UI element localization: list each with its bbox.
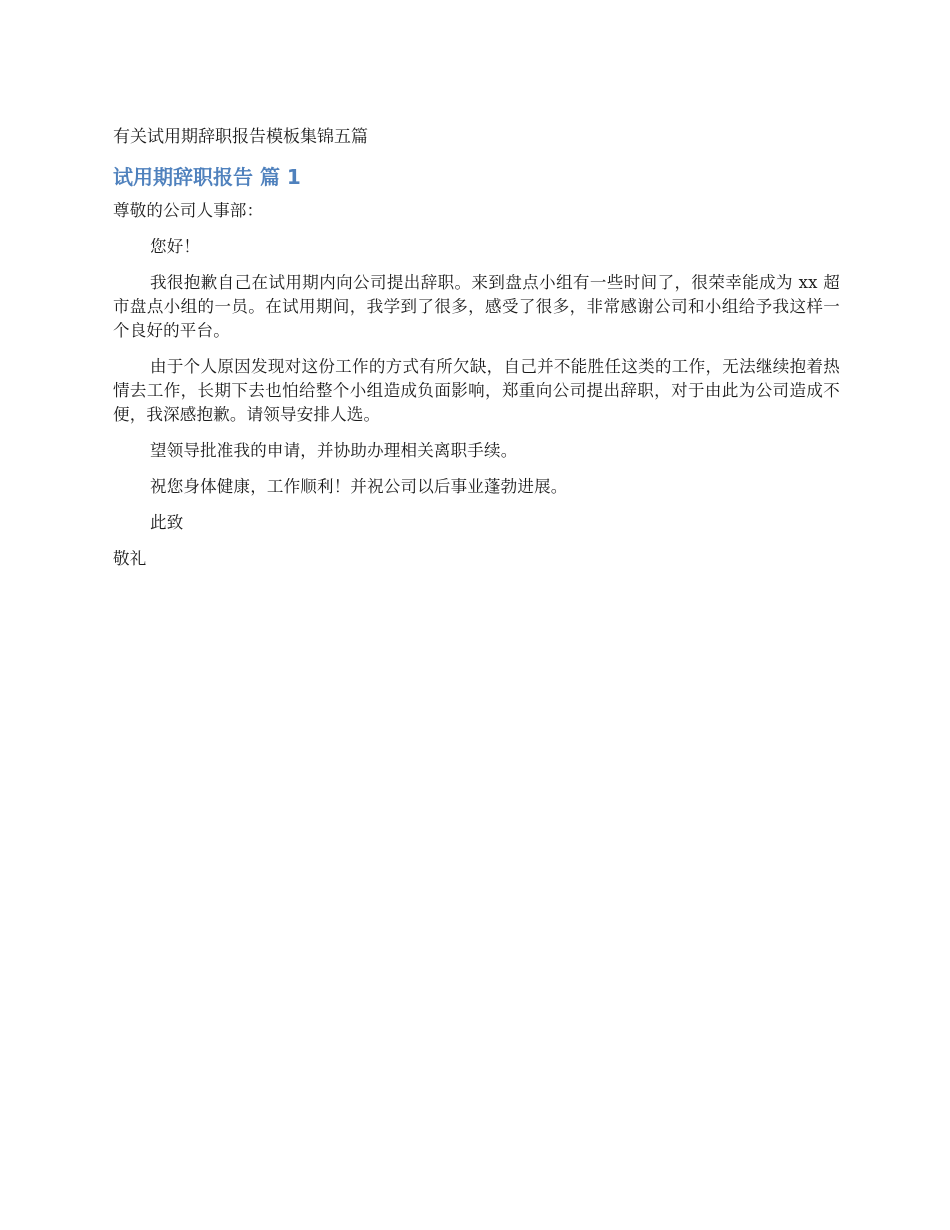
closing-line: 此致	[150, 513, 184, 532]
document-title: 有关试用期辞职报告模板集锦五篇	[113, 127, 368, 147]
body-paragraph: 我很抱歉自己在试用期内向公司提出辞职。来到盘点小组有一些时间了，很荣幸能成为 xx 超市盘点小组的一员。在试用期间，我学到了很多，感受了很多，非常感谢公司和小组给予我这样一个良好的平台。	[113, 273, 840, 340]
document-page	[113, 124, 840, 583]
body-paragraph: 望领导批准我的申请，并协助办理相关离职手续。	[150, 441, 518, 460]
body-paragraph: 祝您身体健康，工作顺利！并祝公司以后事业蓬勃进展。	[150, 477, 568, 496]
section-heading: 试用期辞职报告 篇 1	[113, 165, 301, 189]
greeting: 您好！	[150, 237, 201, 256]
salutation: 尊敬的公司人事部：	[113, 201, 264, 220]
body-paragraph: 由于个人原因发现对这份工作的方式有所欠缺，自己并不能胜任这类的工作，无法继续抱着热情去工作，长期下去也怕给整个小组造成负面影响，郑重向公司提出辞职，对于由此为公司造成不便，我深感抱歉。请领导安排人选。	[113, 357, 840, 424]
closing-regards: 敬礼	[113, 549, 147, 568]
